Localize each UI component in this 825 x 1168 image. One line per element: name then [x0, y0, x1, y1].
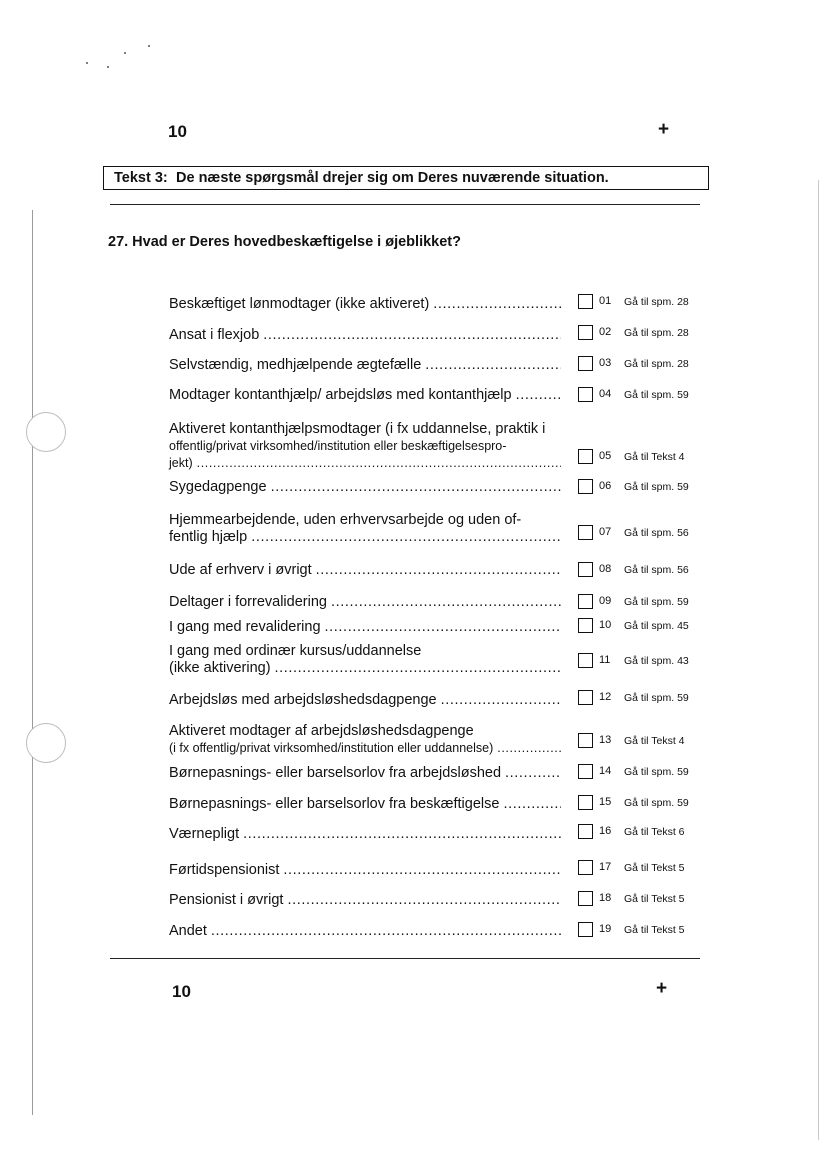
option-code: 09: [599, 595, 612, 607]
option-label-text: Børnepasnings- eller barselsorlov fra beskæftigelse: [169, 796, 500, 812]
section-text: De næste spørgsmål drejer sig om Deres nuværende situation.: [176, 170, 609, 186]
option-label-line: [169, 796, 561, 813]
skip-instruction: Gå til spm. 28: [624, 358, 689, 370]
dot-leader: [503, 796, 561, 813]
dot-leader: [433, 296, 561, 313]
dot-leader: [425, 357, 561, 374]
checkbox-icon[interactable]: [578, 891, 593, 906]
option-13: [169, 723, 561, 757]
divider-bottom: [110, 958, 700, 959]
option-code: 11: [599, 654, 611, 666]
option-label-line: [169, 892, 561, 909]
scan-speck: [86, 62, 88, 64]
skip-instruction: Gå til spm. 56: [624, 527, 689, 539]
option-label-text: Værnepligt: [169, 826, 240, 842]
plus-mark-top: +: [658, 119, 670, 140]
option-label-line: [169, 455, 561, 472]
option-code: 01: [599, 295, 612, 307]
option-label-line: [169, 296, 561, 313]
option-code: 13: [599, 734, 612, 746]
checkbox-icon[interactable]: [578, 733, 593, 748]
checkbox-icon[interactable]: [578, 594, 593, 609]
scan-speck: [124, 52, 126, 54]
option-label-line: [169, 438, 561, 455]
option-code: 17: [599, 861, 612, 873]
option-18: [169, 892, 561, 909]
option-label-line: [169, 357, 561, 374]
option-label-text: Andet: [169, 923, 207, 939]
dot-leader: [197, 455, 561, 472]
option-code: 04: [599, 388, 612, 400]
option-label-line: [169, 660, 561, 677]
option-label-line: [169, 862, 561, 879]
skip-instruction: Gå til spm. 28: [624, 296, 689, 308]
option-label-text: (i fx offentlig/privat virksomhed/institution eller uddannelse): [169, 741, 494, 755]
dot-leader: [243, 826, 561, 843]
scan-edge-right: [818, 180, 819, 1140]
option-01: [169, 296, 561, 313]
page-number-top: 10: [168, 122, 187, 141]
option-label-text: Selvstændig, medhjælpende ægtefælle: [169, 357, 422, 373]
option-06: [169, 479, 561, 496]
option-05: [169, 421, 561, 472]
punch-hole-top: [26, 412, 66, 452]
option-code: 02: [599, 326, 612, 338]
option-label-line: [169, 619, 561, 636]
option-code: 08: [599, 563, 612, 575]
checkbox-icon[interactable]: [578, 618, 593, 633]
plus-mark-bottom: +: [656, 978, 668, 999]
option-08: [169, 562, 561, 579]
skip-instruction: Gå til spm. 59: [624, 797, 689, 809]
option-label-line: [169, 923, 561, 940]
option-code: 10: [599, 619, 612, 631]
option-label-text: Hjemmearbejdende, uden erhvervsarbejde og uden of-: [169, 512, 522, 528]
divider-top: [110, 204, 700, 205]
checkbox-icon[interactable]: [578, 824, 593, 839]
option-label-line: [169, 421, 561, 438]
skip-instruction: Gå til Tekst 4: [624, 451, 685, 463]
checkbox-icon[interactable]: [578, 562, 593, 577]
dot-leader: [287, 892, 561, 909]
checkbox-icon[interactable]: [578, 795, 593, 810]
option-label-text: Modtager kontanthjælp/ arbejdsløs med kontanthjælp: [169, 387, 512, 403]
scan-speck: [148, 45, 150, 47]
option-03: [169, 357, 561, 374]
section-box: [103, 166, 709, 190]
option-02: [169, 327, 561, 344]
option-code: 05: [599, 450, 612, 462]
option-label-line: [169, 826, 561, 843]
skip-instruction: Gå til Tekst 4: [624, 735, 685, 747]
option-07: [169, 512, 561, 546]
dot-leader: [275, 660, 561, 677]
skip-instruction: Gå til spm. 59: [624, 481, 689, 493]
skip-instruction: Gå til spm. 59: [624, 692, 689, 704]
option-label-text: Ude af erhverv i øvrigt: [169, 562, 312, 578]
option-label-text: Deltager i forrevalidering: [169, 594, 327, 610]
option-label-text: (ikke aktivering): [169, 660, 271, 676]
option-label-text: jekt): [169, 456, 193, 470]
option-label-text: offentlig/privat virksomhed/institution eller beskæftigelsespro-: [169, 439, 507, 453]
option-code: 18: [599, 892, 612, 904]
skip-instruction: Gå til Tekst 5: [624, 924, 685, 936]
skip-instruction: Gå til spm. 28: [624, 327, 689, 339]
option-label-text: I gang med revalidering: [169, 619, 321, 635]
option-label-line: [169, 327, 561, 344]
option-14: [169, 765, 561, 782]
option-code: 07: [599, 526, 612, 538]
skip-instruction: Gå til spm. 59: [624, 766, 689, 778]
checkbox-icon[interactable]: [578, 653, 593, 668]
option-label-line: [169, 529, 561, 546]
option-19: [169, 923, 561, 940]
option-17: [169, 862, 561, 879]
option-code: 15: [599, 796, 612, 808]
option-label-text: fentlig hjælp: [169, 529, 248, 545]
dot-leader: [271, 479, 561, 496]
option-label-text: Ansat i flexjob: [169, 327, 260, 343]
option-code: 19: [599, 923, 612, 935]
option-label-text: Aktiveret modtager af arbejdsløshedsdagpenge: [169, 723, 474, 739]
option-label-line: [169, 692, 561, 709]
option-16: [169, 826, 561, 843]
checkbox-icon[interactable]: [578, 479, 593, 494]
skip-instruction: Gå til Tekst 5: [624, 862, 685, 874]
dot-leader: [283, 862, 561, 879]
option-label-line: [169, 765, 561, 782]
checkbox-icon[interactable]: [578, 525, 593, 540]
option-label-text: I gang med ordinær kursus/uddannelse: [169, 643, 422, 659]
dot-leader: [325, 619, 561, 636]
option-label-text: Aktiveret kontanthjælpsmodtager (i fx uddannelse, praktik i: [169, 421, 546, 437]
option-label-text: Førtidspensionist: [169, 862, 280, 878]
option-code: 14: [599, 765, 612, 777]
dot-leader: [505, 765, 561, 782]
option-label-text: Arbejdsløs med arbejdsløshedsdagpenge: [169, 692, 437, 708]
option-15: [169, 796, 561, 813]
option-code: 16: [599, 825, 612, 837]
option-09: [169, 594, 561, 611]
option-code: 06: [599, 480, 612, 492]
option-12: [169, 692, 561, 709]
page-number-bottom: 10: [172, 982, 191, 1001]
option-label-line: [169, 387, 561, 404]
option-label-line: [169, 562, 561, 579]
dot-leader: [441, 692, 561, 709]
checkbox-icon[interactable]: [578, 356, 593, 371]
option-10: [169, 619, 561, 636]
scan-edge-left: [32, 210, 33, 1115]
option-label-line: [169, 740, 561, 757]
option-label-line: [169, 723, 561, 740]
checkbox-icon[interactable]: [578, 860, 593, 875]
checkbox-icon[interactable]: [578, 764, 593, 779]
dot-leader: [497, 740, 561, 757]
dot-leader: [211, 923, 561, 940]
checkbox-icon[interactable]: [578, 294, 593, 309]
checkbox-icon[interactable]: [578, 449, 593, 464]
dot-leader: [263, 327, 561, 344]
option-11: [169, 643, 561, 677]
skip-instruction: Gå til Tekst 5: [624, 893, 685, 905]
scan-speck: [107, 66, 109, 68]
dot-leader: [331, 594, 561, 611]
skip-instruction: Gå til spm. 59: [624, 596, 689, 608]
option-label-line: [169, 479, 561, 496]
punch-hole-bottom: [26, 723, 66, 763]
section-label: Tekst 3:: [114, 170, 168, 186]
option-label-text: Sygedagpenge: [169, 479, 267, 495]
option-code: 12: [599, 691, 612, 703]
skip-instruction: Gå til Tekst 6: [624, 826, 685, 838]
question-title: 27. Hvad er Deres hovedbeskæftigelse i øjeblikket?: [108, 234, 461, 250]
option-label-text: Pensionist i øvrigt: [169, 892, 284, 908]
option-label-text: Børnepasnings- eller barselsorlov fra arbejdsløshed: [169, 765, 502, 781]
option-code: 03: [599, 357, 612, 369]
option-label-line: [169, 512, 561, 529]
skip-instruction: Gå til spm. 59: [624, 389, 689, 401]
checkbox-icon[interactable]: [578, 922, 593, 937]
option-label-text: Beskæftiget lønmodtager (ikke aktiveret): [169, 296, 430, 312]
option-04: [169, 387, 561, 404]
dot-leader: [251, 529, 561, 546]
skip-instruction: Gå til spm. 45: [624, 620, 689, 632]
checkbox-icon[interactable]: [578, 690, 593, 705]
option-label-line: [169, 594, 561, 611]
skip-instruction: Gå til spm. 56: [624, 564, 689, 576]
checkbox-icon[interactable]: [578, 387, 593, 402]
checkbox-icon[interactable]: [578, 325, 593, 340]
dot-leader: [516, 387, 561, 404]
dot-leader: [316, 562, 561, 579]
option-label-line: [169, 643, 561, 660]
skip-instruction: Gå til spm. 43: [624, 655, 689, 667]
